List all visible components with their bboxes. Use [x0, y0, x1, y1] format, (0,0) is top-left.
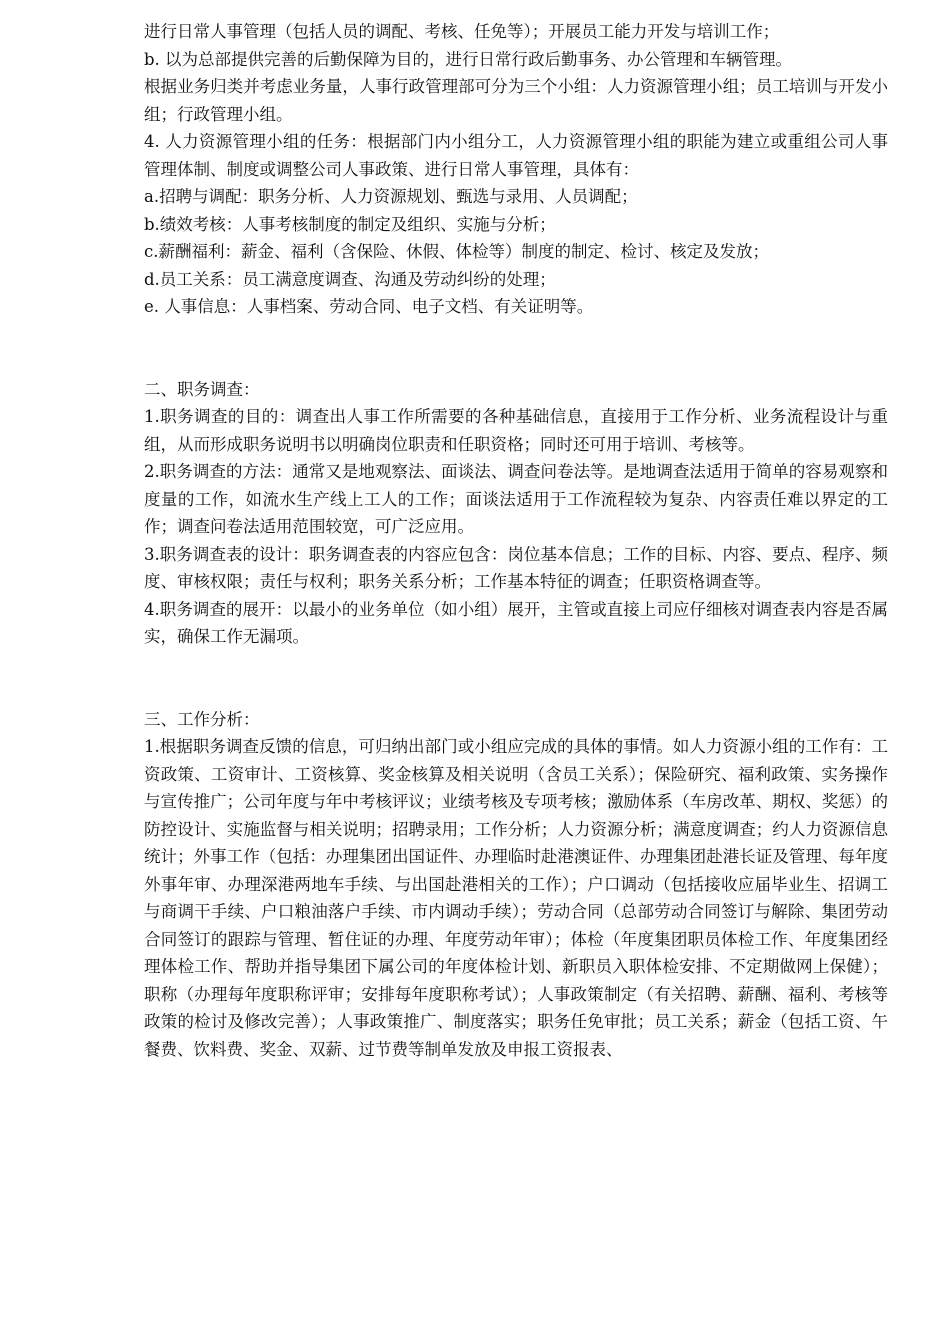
- section-spacer: [144, 321, 888, 376]
- list-item-employee-relations: d.员工关系：员工满意度调查、沟通及劳动纠纷的处理；: [144, 269, 556, 289]
- paragraph-hr-group-tasks: 4. 人力资源管理小组的任务：根据部门内小组分工，人力资源管理小组的职能为建立或重组公司人事管理体制、制度或调整公司人事政策、进行日常人事管理，具体有：: [144, 132, 888, 179]
- paragraph-survey-purpose: 1.职务调查的目的：调查出人事工作所需要的各种基础信息，直接用于工作分析、业务流程设计与重组，从而形成职务说明书以明确岗位职责和任职资格；同时还可用于培训、考核等。: [144, 407, 888, 454]
- paragraph-item-b-logistics: b. 以为总部提供完善的后勤保障为目的，进行日常行政后勤事务、办公管理和车辆管理。: [144, 49, 793, 69]
- section-heading-job-survey: 二、职务调查：: [144, 379, 260, 399]
- list-item-recruitment: a.招聘与调配：职务分析、人力资源规划、甄选与录用、人员调配；: [144, 187, 638, 206]
- list-item-compensation: c.薪酬福利：薪金、福利（含保险、休假、体检等）制度的制定、检讨、核定及发放；: [144, 242, 769, 261]
- list-item-hr-information: e. 人事信息：人事档案、劳动合同、电子文档、有关证明等。: [144, 297, 594, 316]
- paragraph-job-analysis-details: 1.根据职务调查反馈的信息，可归纳出部门或小组应完成的具体的事情。如人力资源小组的工作有：工资政策、工资审计、工资核算、奖金核算及相关说明（含员工关系）；保险研究、福利政策、实务操作与宣传推广；公司年度与年中考核评议；业绩考核及专项考核；激励体系（车房改革、期权、奖惩）的防控设计、实施监督与相关说明；招聘录用；工作分析；人力资源分析；满意度调查；约人力资源信息统计；外事工作（包括：办理集团出国证件、办理临时赴港澳证件、办理集团赴港长证及管理、每年度外事年审、办理深港两地车手续、与出国赴港相关的工作）；户口调动（包括接收应届毕业生、招调工与商调干手续、户口粮油落户手续、市内调动手续）；劳动合同（总部劳动合同签订与解除、集团劳动合同签订的跟踪与管理、暂住证的办理、年度劳动年审）；体检（年度集团职员体检工作、年度集团经理体检工作、帮助并指导集团下属公司的年度体检计划、新职员入职体检安排、不定期做网上保健）；职称（办理每年度职称评审；安排每年度职称考试）；人事政策制定（有关招聘、薪酬、福利、考核等政策的检讨及修改完善）；人事政策推广、制度落实；职务任免审批；员工关系；薪金（包括工资、午餐费、饮料费、奖金、双薪、过节费等制单发放及申报工资报表、: [144, 737, 888, 1059]
- section-heading-job-analysis: 三、工作分析：: [144, 709, 260, 729]
- paragraph-survey-rollout: 4.职务调查的展开：以最小的业务单位（如小组）展开，主管或直接上司应仔细核对调查表内容是否属实，确保工作无漏项。: [144, 599, 888, 646]
- section-spacer: [144, 651, 888, 706]
- paragraph-continuation: 进行日常人事管理（包括人员的调配、考核、任免等）；开展员工能力开发与培训工作；: [144, 22, 780, 41]
- list-item-performance: b.绩效考核：人事考核制度的制定及组织、实施与分析；: [144, 214, 556, 234]
- paragraph-survey-form-design: 3.职务调查表的设计：职务调查表的内容应包含：岗位基本信息；工作的目标、内容、要点、程序、频度、审核权限；责任与权利；职务关系分析；工作基本特征的调查；任职资格调查等。: [144, 544, 888, 591]
- document-page: [144, 18, 888, 1063]
- paragraph-groups: 根据业务归类并考虑业务量，人事行政管理部可分为三个小组：人力资源管理小组；员工培训与开发小组；行政管理小组。: [144, 77, 888, 124]
- paragraph-survey-methods: 2.职务调查的方法：通常又是地观察法、面谈法、调查问卷法等。是地调查法适用于简单的容易观察和度量的工作，如流水生产线上工人的工作；面谈法适用于工作流程较为复杂、内容责任难以界定的工作；调查问卷法适用范围较宽，可广泛应用。: [144, 462, 888, 536]
